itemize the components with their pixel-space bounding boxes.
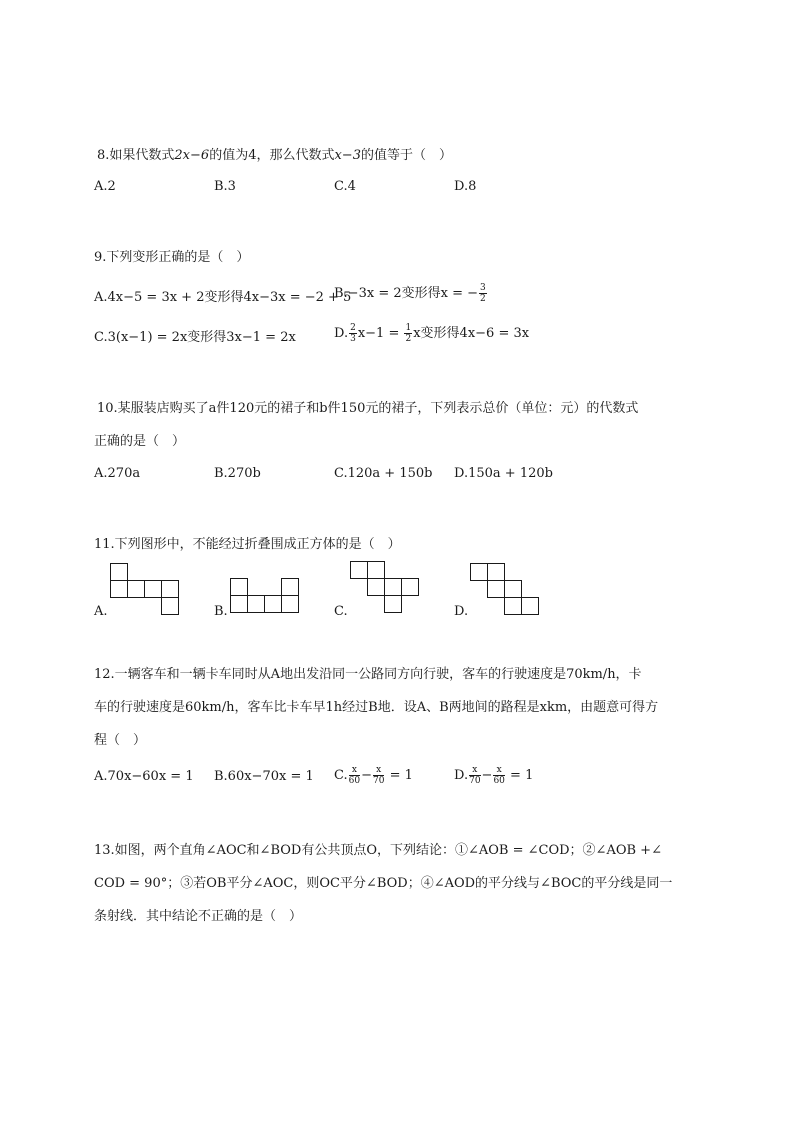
q13-stem-line2: COD = 90°；③若OB平分∠AOC，则OC平分∠BOD；④∠AOD的平分线与∠BOC的平分线是同一 bbox=[94, 876, 673, 891]
q10-option-a: A.270a bbox=[94, 466, 141, 481]
q10-option-b: B.270b bbox=[214, 466, 261, 481]
q9-option-c: C.3(x−1) = 2x变形得3x−1 = 2x bbox=[94, 330, 296, 345]
cube-net-a bbox=[110, 563, 180, 615]
q12-stem-line3: 程（ ） bbox=[94, 733, 147, 748]
q10-stem-line2: 正确的是（ ） bbox=[94, 434, 186, 449]
q8-stem: 8.如果代数式2x−6的值为4，那么代数式x−3的值等于（ ） bbox=[97, 148, 452, 163]
q11-label-c: C. bbox=[334, 604, 348, 619]
q10-option-c: C.120a + 150b bbox=[334, 466, 433, 481]
cube-net-d bbox=[470, 563, 540, 615]
q12-stem-line1: 12.一辆客车和一辆卡车同时从A地出发沿同一公路同方向行驶，客车的行驶速度是70km/h，卡 bbox=[94, 667, 642, 682]
q11-label-b: B. bbox=[214, 604, 228, 619]
q8-option-b: B.3 bbox=[214, 179, 236, 194]
cube-net-b bbox=[230, 578, 300, 614]
cube-net-c bbox=[350, 561, 420, 613]
q9-option-b: B.−3x = 2变形得x = − $\frac{3}{2}$ bbox=[334, 283, 486, 304]
q9-option-d: D. $\frac{2}{3}$ x−1 = $\frac{1}{2}$ x变形得4x−6 = 3x bbox=[334, 323, 530, 344]
q10-stem-line1: 10.某服装店购买了a件120元的裙子和b件150元的裙子，下列表示总价（单位：元）的代数式 bbox=[97, 401, 639, 416]
q12-option-c: C. $\frac{x}{60}$ − $\frac{x}{70}$ = 1 bbox=[334, 765, 413, 786]
q13-stem-line3: 条射线．其中结论不正确的是（ ） bbox=[94, 909, 303, 924]
q12-option-b: B.60x−70x = 1 bbox=[214, 769, 314, 784]
q11-label-a: A. bbox=[94, 604, 108, 619]
q11-label-d: D. bbox=[454, 604, 469, 619]
q9-option-a: A.4x−5 = 3x + 2变形得4x−3x = −2 + 5 bbox=[94, 290, 352, 305]
q8-option-d: D.8 bbox=[454, 179, 477, 194]
q8-option-a: A.2 bbox=[94, 179, 116, 194]
q12-option-d: D. $\frac{x}{70}$ − $\frac{x}{60}$ = 1 bbox=[454, 765, 534, 786]
q11-stem: 11.下列图形中，不能经过折叠围成正方体的是（ ） bbox=[94, 537, 401, 552]
q13-stem-line1: 13.如图，两个直角∠AOC和∠BOD有公共顶点O，下列结论：①∠AOB = ∠COD；②∠AOB +∠ bbox=[94, 843, 662, 858]
q8-option-c: C.4 bbox=[334, 179, 356, 194]
q12-stem-line2: 车的行驶速度是60km/h，客车比卡车早1h经过B地．设A、B两地间的路程是xkm，由题意可得方 bbox=[94, 700, 659, 715]
q12-option-a: A.70x−60x = 1 bbox=[94, 769, 194, 784]
q9-stem: 9.下列变形正确的是（ ） bbox=[94, 250, 250, 265]
q10-option-d: D.150a + 120b bbox=[454, 466, 553, 481]
